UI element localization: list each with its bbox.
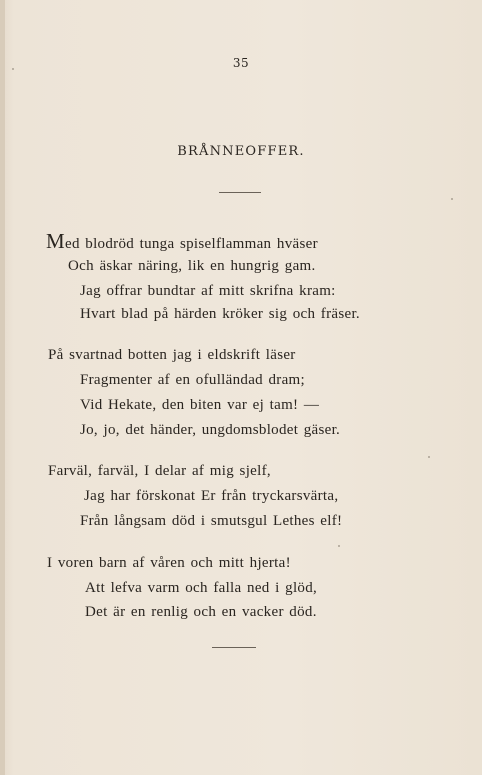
page-number: 35: [232, 56, 250, 70]
paper-speck: [428, 456, 430, 458]
poem-line: På svartnad botten jag i eldskrift läser: [48, 347, 296, 363]
poem-line: Hvart blad på härden kröker sig och fräser.: [80, 306, 360, 322]
poem-title: BRÅNNEOFFER.: [177, 144, 305, 159]
paper-speck: [451, 198, 453, 200]
drop-cap: M: [46, 229, 65, 253]
page-edge: [0, 0, 5, 775]
paper-speck: [12, 68, 14, 70]
poem-line: Jag har förskonat Er från tryckarsvärta,: [84, 488, 339, 504]
poem-line: [46, 231, 318, 253]
title-divider: [219, 192, 261, 193]
poem-line: Det är en renlig och en vacker död.: [85, 604, 317, 620]
poem-line: Farväl, farväl, I delar af mig sjelf,: [48, 463, 271, 479]
paper-speck: [338, 545, 340, 547]
poem-line: Från långsam död i smutsgul Lethes elf!: [80, 513, 343, 529]
poem-line: Jag offrar bundtar af mitt skrifna kram:: [80, 283, 336, 299]
end-divider: [212, 647, 256, 648]
poem-line: Och äskar näring, lik en hungrig gam.: [68, 258, 316, 274]
poem-line-text: ed blodröd tunga spiselflamman hväser: [64, 236, 318, 252]
poem-line: Att lefva varm och falla ned i glöd,: [85, 580, 318, 596]
poem-line: Fragmenter af en ofulländad dram;: [80, 372, 305, 388]
poem-line: Jo, jo, det händer, ungdomsblodet gäser.: [80, 422, 341, 438]
poem-line: Vid Hekate, den biten var ej tam! —: [80, 397, 320, 413]
poem-line: I voren barn af våren och mitt hjerta!: [47, 555, 291, 571]
